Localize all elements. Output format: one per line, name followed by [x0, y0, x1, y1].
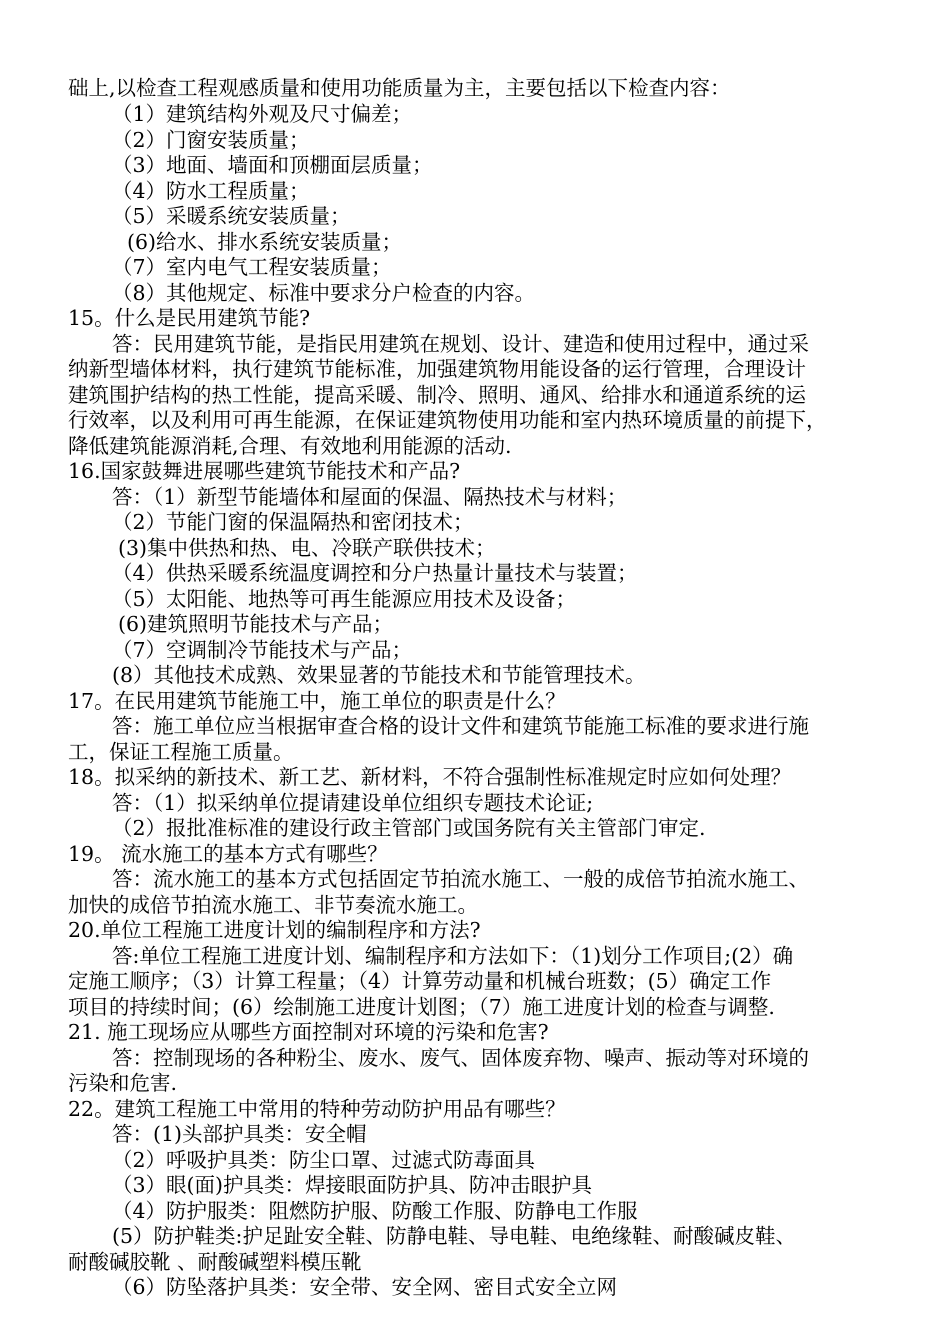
answer-text: 工，保证工程施工质量。	[68, 740, 294, 764]
answer-text: 答：民用建筑节能，是指民用建筑在规划、设计、建造和使用过程中，通过采	[112, 332, 809, 356]
list-item: （2）门窗安装质量；	[112, 128, 310, 152]
question-heading: 20.单位工程施工进度计划的编制程序和方法?	[68, 918, 481, 942]
answer-text: 纳新型墙体材料，执行建筑节能标准，加强建筑物用能设备的运行管理，合理设计	[68, 357, 806, 381]
list-item: （2）呼吸护具类：防尘口罩、过滤式防毒面具	[112, 1148, 536, 1172]
answer-text: 建筑围护结构的热工性能，提高采暖、制冷、照明、通风、给排水和通道系统的运	[68, 383, 806, 407]
question-heading: 16.国家鼓舞进展哪些建筑节能技术和产品?	[68, 459, 461, 483]
list-item: (8）其他技术成熟、效果显著的节能技术和节能管理技术。	[112, 663, 646, 687]
question-heading: 18。拟采纳的新技术、新工艺、新材料，不符合强制性标准规定时应如何处理？	[68, 765, 792, 789]
question-heading: 21. 施工现场应从哪些方面控制对环境的污染和危害?	[68, 1020, 549, 1044]
answer-text: 答：(1)头部护具类：安全帽	[112, 1122, 367, 1146]
list-item: （4）防护服类：阻燃防护服、防酸工作服、防静电工作服	[112, 1199, 638, 1223]
list-item: (5）防护鞋类:护足趾安全鞋、防静电鞋、导电鞋、电绝缘鞋、耐酸碱皮鞋、	[112, 1224, 796, 1248]
list-item: (6)给水、排水系统安装质量；	[127, 230, 403, 254]
list-item: （3）眼(面)护具类：焊接眼面防护具、防冲击眼护具	[112, 1173, 593, 1197]
list-item: （2）报批准标准的建设行政主管部门或国务院有关主管部门审定.	[112, 816, 706, 840]
list-item: （5）采暖系统安装质量；	[112, 204, 351, 228]
answer-text: 答：（1）拟采纳单位提请建设单位组织专题技术论证;	[112, 791, 594, 815]
answer-text: 定施工顺序；（3）计算工程量；（4）计算劳动量和机械台班数；(5）确定工作	[68, 969, 772, 993]
list-item: （5）太阳能、地热等可再生能源应用技术及设备；	[112, 587, 577, 611]
question-heading: 17。在民用建筑节能施工中，施工单位的职责是什么？	[68, 689, 566, 713]
answer-text: 答：（1）新型节能墙体和屋面的保温、隔热技术与材料；	[112, 485, 628, 509]
answer-text: 降低建筑能源消耗,合理、有效地利用能源的活动.	[68, 434, 512, 458]
list-item: （4）防水工程质量；	[112, 179, 310, 203]
list-item: （7）室内电气工程安装质量；	[112, 255, 392, 279]
answer-text: 加快的成倍节拍流水施工、非节奏流水施工。	[68, 893, 478, 917]
question-heading: 19。 流水施工的基本方式有哪些？	[68, 842, 388, 866]
list-item: （4）供热采暖系统温度调控和分户热量计量技术与装置；	[112, 561, 638, 585]
answer-text: 答:单位工程施工进度计划、编制程序和方法如下：（1)划分工作项目;(2）确	[112, 944, 794, 968]
answer-text: 污染和危害.	[68, 1071, 178, 1095]
text-line-continuation: 础上,以检查工程观感质量和使用功能质量为主，主要包括以下检查内容：	[68, 76, 731, 100]
list-item-continuation: 耐酸碱胶靴 、耐酸碱塑料模压靴	[68, 1250, 362, 1274]
list-item: （2）节能门窗的保温隔热和密闭技术；	[112, 510, 474, 534]
list-item: (6)建筑照明节能技术与产品；	[118, 612, 394, 636]
list-item: （3）地面、墙面和顶棚面层质量；	[112, 153, 433, 177]
question-heading: 22。建筑工程施工中常用的特种劳动防护用品有哪些？	[68, 1097, 566, 1121]
list-item: （1）建筑结构外观及尺寸偏差；	[112, 102, 413, 126]
answer-text: 行效率，以及利用可再生能源，在保证建筑物使用功能和室内热环境质量的前提下，	[68, 408, 827, 432]
answer-text: 项目的持续时间；(6）绘制施工进度计划图；（7）施工进度计划的检查与调整.	[68, 995, 775, 1019]
list-item: (3)集中供热和热、电、冷联产联供技术；	[118, 536, 496, 560]
answer-text: 答：控制现场的各种粉尘、废水、废气、固体废弃物、噪声、振动等对环境的	[112, 1046, 809, 1070]
list-item: （8）其他规定、标准中要求分户检查的内容。	[112, 281, 536, 305]
list-item: （7）空调制冷节能技术与产品；	[112, 638, 413, 662]
list-item: （6）防坠落护具类：安全带、安全网、密目式安全立网	[112, 1275, 618, 1299]
question-heading: 15。什么是民用建筑节能?	[68, 306, 311, 330]
answer-text: 答：施工单位应当根据审查合格的设计文件和建筑节能施工标准的要求进行施	[112, 714, 809, 738]
answer-text: 答：流水施工的基本方式包括固定节拍流水施工、一般的成倍节拍流水施工、	[112, 867, 809, 891]
